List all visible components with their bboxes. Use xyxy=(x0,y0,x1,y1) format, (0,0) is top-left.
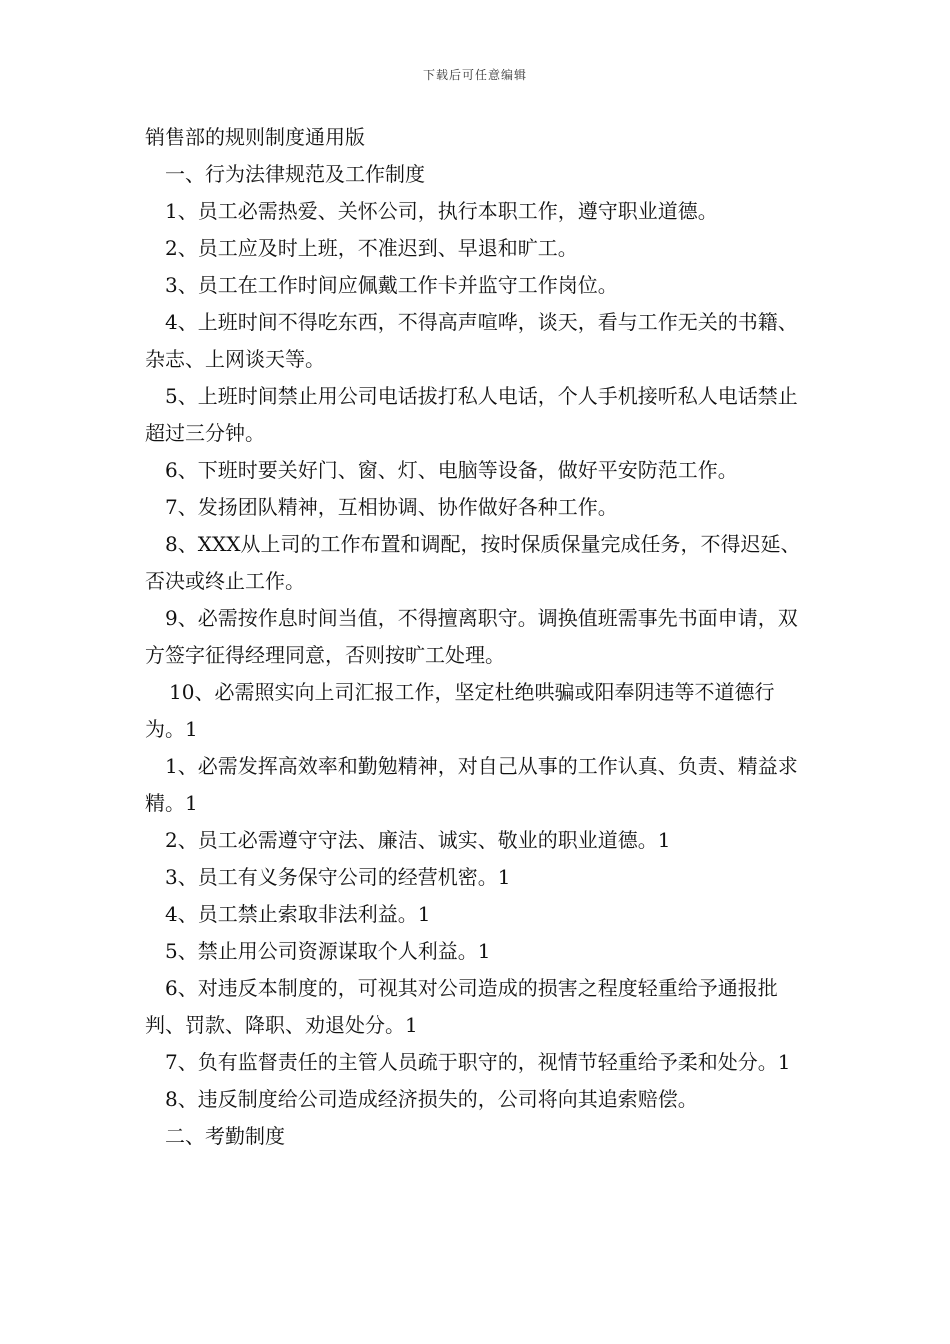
page-header-note: 下载后可任意编辑 xyxy=(422,68,527,82)
rule-item: 8、XXX从上司的工作布置和调配，按时保质保量完成任务，不得迟延、否决或终止工作。 xyxy=(145,532,801,593)
section-heading-2: 二、考勤制度 xyxy=(165,1124,285,1148)
rule-item: 4、员工禁止索取非法利益。1 xyxy=(165,902,431,926)
section-heading-1: 一、行为法律规范及工作制度 xyxy=(165,162,425,186)
rule-item: 5、上班时间禁止用公司电话拔打私人电话，个人手机接听私人电话禁止超过三分钟。 xyxy=(145,384,798,445)
rule-item: 3、员工在工作时间应佩戴工作卡并监守工作岗位。 xyxy=(165,273,618,297)
document-title: 销售部的规则制度通用版 xyxy=(145,125,365,149)
rule-item: 1、员工必需热爱、关怀公司，执行本职工作，遵守职业道德。 xyxy=(165,199,718,223)
rule-item: 6、下班时要关好门、窗、灯、电脑等设备，做好平安防范工作。 xyxy=(165,458,738,482)
rule-item: 7、负有监督责任的主管人员疏于职守的，视情节轻重给予柔和处分。1 xyxy=(165,1050,791,1074)
rule-item: 9、必需按作息时间当值，不得擅离职守。调换值班需事先书面申请，双方签字征得经理同意，否则按旷工处理。 xyxy=(145,606,798,667)
rule-item: 2、员工应及时上班，不准迟到、早退和旷工。 xyxy=(165,236,578,260)
rule-item: 6、对违反本制度的，可视其对公司造成的损害之程度轻重给予通报批判、罚款、降职、劝退处分。1 xyxy=(145,976,778,1037)
rule-item: 3、员工有义务保守公司的经营机密。1 xyxy=(165,865,511,889)
rule-item: 8、违反制度给公司造成经济损失的，公司将向其追索赔偿。 xyxy=(165,1087,698,1111)
document-body xyxy=(145,119,810,1155)
rule-item: 2、员工必需遵守守法、廉洁、诚实、敬业的职业道德。1 xyxy=(165,828,671,852)
rule-item: 5、禁止用公司资源谋取个人利益。1 xyxy=(165,939,491,963)
rule-item: 1、必需发挥高效率和勤勉精神，对自己从事的工作认真、负责、精益求精。1 xyxy=(145,754,798,815)
rule-item: 4、上班时间不得吃东西，不得高声喧哗，谈天，看与工作无关的书籍、杂志、上网谈天等。 xyxy=(145,310,798,371)
rule-item: 10、必需照实向上司汇报工作，坚定杜绝哄骗或阳奉阴违等不道德行为。1 xyxy=(145,680,775,741)
rule-item: 7、发扬团队精神，互相协调、协作做好各种工作。 xyxy=(165,495,618,519)
